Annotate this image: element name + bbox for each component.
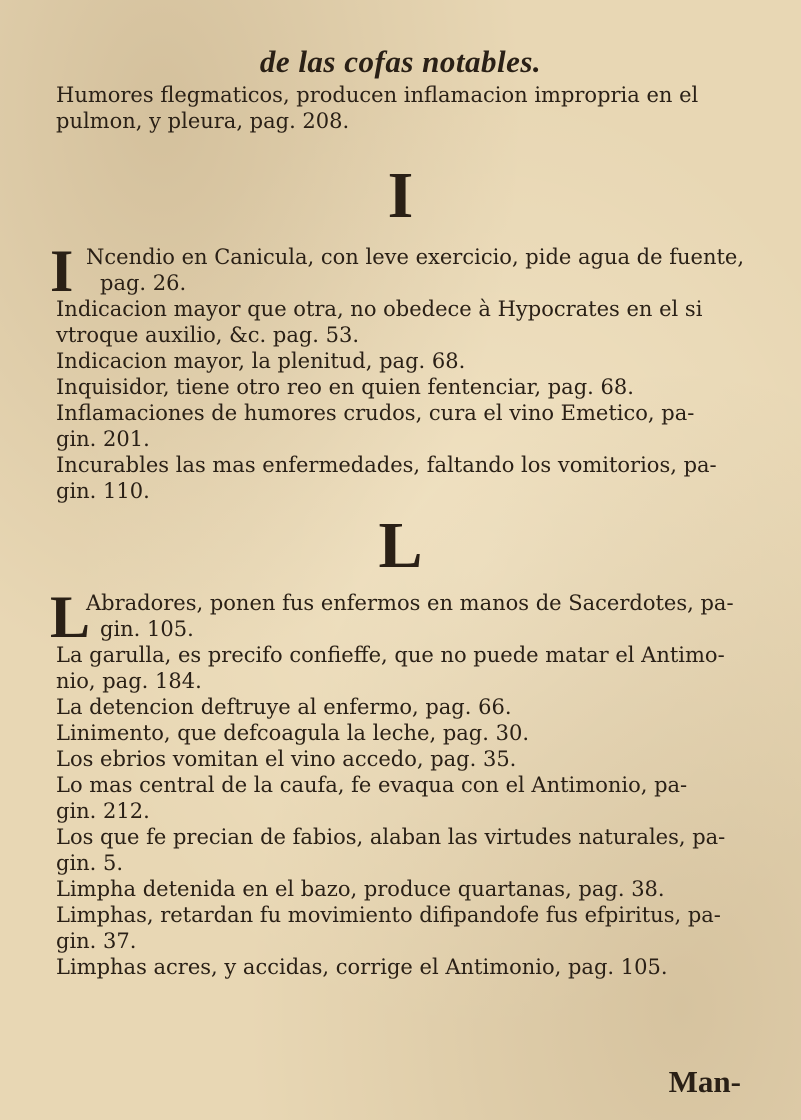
entry-line: nio, pag. 184.	[56, 669, 202, 693]
entry-line: Los que fe precian de fabios, alaban las virtudes naturales, pa-	[56, 825, 726, 849]
index-entry	[56, 824, 771, 876]
entry-line: Indicacion mayor que otra, no obedece à Hypocrates en el si	[56, 297, 703, 321]
entry-line: Limphas acres, y accidas, corrige el Antimonio, pag. 105.	[56, 955, 668, 979]
catchword: Man-	[668, 1064, 741, 1099]
entry-line: Inflamaciones de humores crudos, cura el vino Emetico, pa-	[56, 401, 695, 425]
section-l-entries	[50, 584, 771, 980]
index-entry-dropcap	[50, 238, 771, 304]
entry-line: Abradores, ponen fus enfermos en manos de Sacerdotes, pa-	[86, 591, 734, 615]
entry-line: pag. 26.	[100, 271, 187, 295]
section-i-entries	[50, 238, 771, 504]
index-entry	[56, 400, 771, 452]
entry-line: La garulla, es precifo confieffe, que no puede matar el Antimo-	[56, 643, 725, 667]
entry-line: Incurables las mas enfermedades, faltando los vomitorios, pa-	[56, 453, 717, 477]
section-h-entries	[56, 82, 771, 134]
index-entry	[56, 876, 771, 902]
index-entry	[56, 642, 771, 694]
index-entry	[56, 348, 771, 374]
entry-line: Limpha detenida en el bazo, produce quartanas, pag. 38.	[56, 877, 665, 901]
section-letter-l: L	[378, 509, 423, 582]
index-entry	[56, 694, 771, 720]
entry-line: Los ebrios vomitan el vino accedo, pag. 35.	[56, 747, 517, 771]
drop-cap: L	[50, 584, 91, 650]
running-header: de las cofas notables.	[259, 44, 542, 79]
entry-line: Inquisidor, tiene otro reo en quien fentenciar, pag. 68.	[56, 375, 634, 399]
entry-line: Humores flegmaticos, producen inflamacion impropria en el	[56, 83, 699, 107]
entry-line: gin. 212.	[56, 799, 150, 823]
index-entry	[56, 720, 771, 746]
entry-line: gin. 37.	[56, 929, 137, 953]
entry-line: Indicacion mayor, la plenitud, pag. 68.	[56, 349, 466, 373]
entry-line: Linimento, que defcoagula la leche, pag. 30.	[56, 721, 529, 745]
entry-line: gin. 110.	[56, 479, 150, 503]
entry-line: gin. 201.	[56, 427, 150, 451]
entry-line: Ncendio en Canicula, con leve exercicio, pide agua de fuente,	[86, 245, 745, 269]
index-entry	[56, 296, 771, 348]
index-entry	[56, 374, 771, 400]
index-entry	[56, 954, 771, 980]
index-entry	[56, 902, 771, 954]
index-entry	[56, 452, 771, 504]
entry-line: pulmon, y pleura, pag. 208.	[56, 109, 350, 133]
index-entry-dropcap	[50, 584, 771, 650]
drop-cap: I	[50, 238, 74, 304]
entry-line: gin. 105.	[100, 617, 194, 641]
entry-line: vtroque auxilio, &c. pag. 53.	[56, 323, 360, 347]
index-entry	[56, 772, 771, 824]
entry-line: Lo mas central de la caufa, fe evaqua con el Antimonio, pa-	[56, 773, 688, 797]
entry-line: Limphas, retardan fu movimiento difipandofe fus efpiritus, pa-	[56, 903, 721, 927]
entry-line: gin. 5.	[56, 851, 124, 875]
entry-line: La detencion deftruye al enfermo, pag. 66.	[56, 695, 512, 719]
section-letter-i: I	[387, 159, 414, 232]
index-entry	[56, 82, 771, 134]
index-entry	[56, 746, 771, 772]
